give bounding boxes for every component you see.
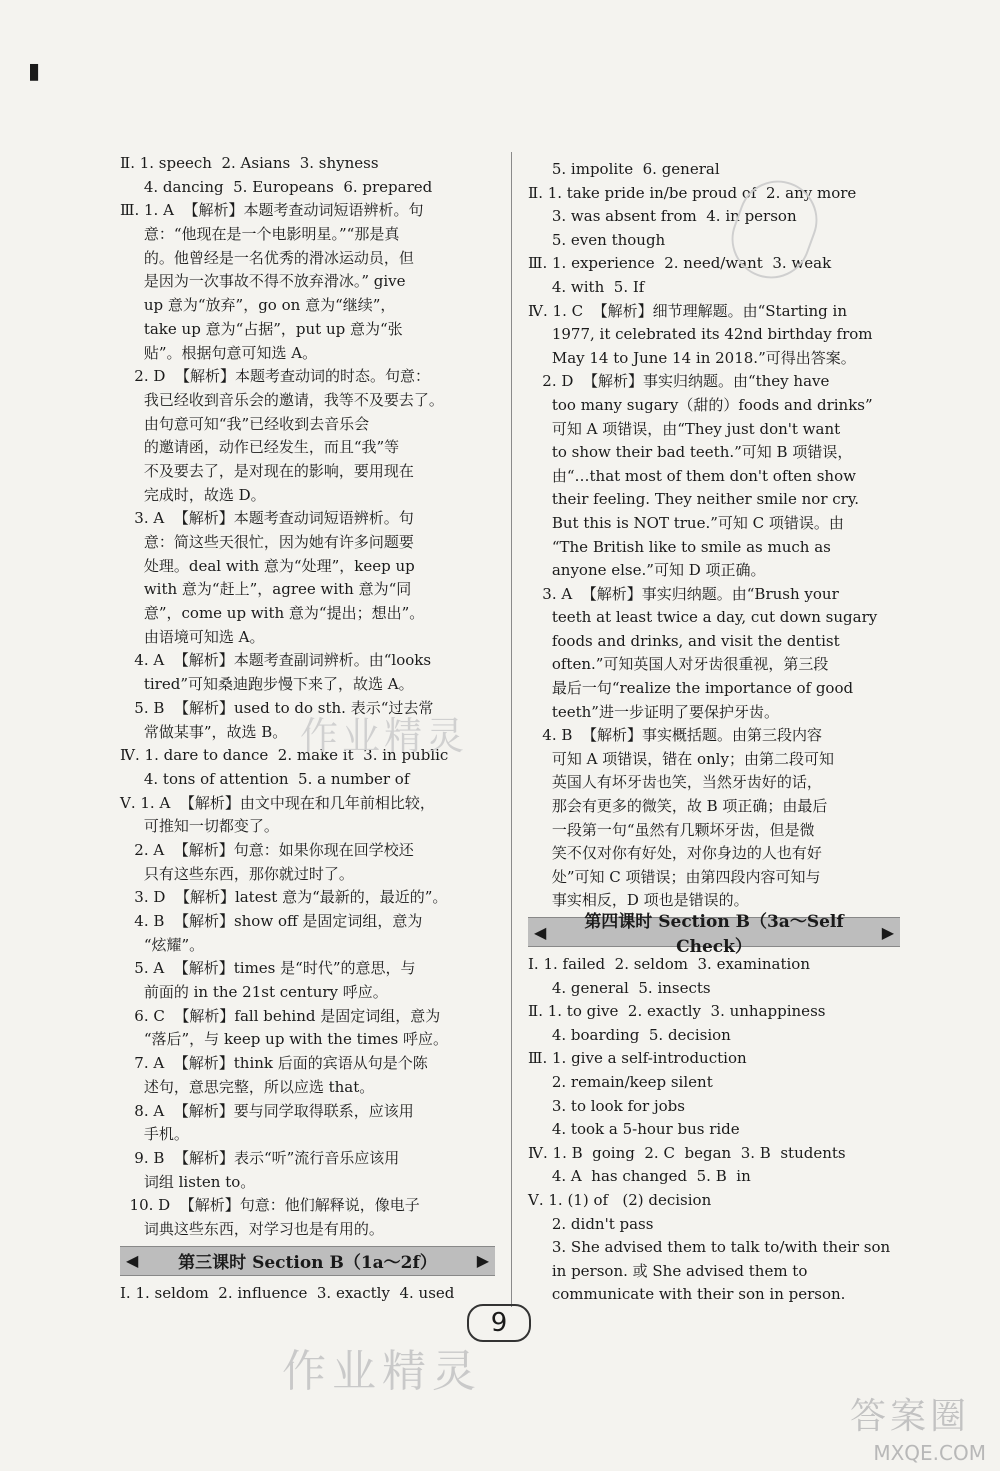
answer-line: Ⅳ. 1. B going 2. C began 3. B students [528, 1143, 846, 1162]
answer-line: Ⅴ. 1. (1) of (2) decision [528, 1190, 712, 1209]
answer-line: 4. B 【解析】show off 是固定词组，意为 [120, 912, 423, 930]
answer-line: 4. general 5. insects [528, 978, 711, 997]
answer-line: Ⅱ. 1. speech 2. Asians 3. shyness [120, 154, 379, 172]
right-answers-part-2 [528, 953, 900, 1307]
answer-line: 4. A 【解析】本题考查副词辨析。由“looks [120, 651, 432, 670]
answer-line: teeth at least twice a day, cut down sugary [528, 608, 878, 627]
answer-line: “炫耀”。 [120, 935, 205, 954]
answer-line: 述句，意思完整，所以应选 that。 [120, 1077, 375, 1096]
answer-line: too many sugary（甜的）foods and drinks” [528, 395, 873, 414]
answer-line: 一段第一句“虽然有几颗坏牙齿，但是微 [528, 820, 815, 839]
answer-line: 不及要去了，是对现在的影响，要用现在 [120, 461, 414, 480]
answer-line: 意：简这些天很忙，因为她有许多问题要 [120, 533, 414, 551]
answer-line: 4. tons of attention 5. a number of [120, 769, 410, 788]
answer-line: 3. A 【解析】事实归纳题。由“Brush your [528, 584, 839, 603]
answer-line: 是因为一次事故不得不放弃滑冰。” give [120, 272, 406, 291]
answer-line: anyone else.”可知 D 项正确。 [528, 561, 766, 580]
answer-line: take up 意为“占据”，put up 意为“张 [120, 319, 403, 338]
answer-line: 2. didn't pass [528, 1214, 654, 1233]
answer-line: 2. D 【解析】本题考查动词的时态。句意： [120, 367, 430, 386]
answer-line: But this is NOT true.”可知 C 项错误。由 [528, 513, 844, 532]
bottom-watermark: 作业精灵 [282, 1346, 482, 1397]
answer-line: 由句意可知“我”已经收到去音乐会 [120, 414, 370, 433]
answer-line: 3. to look for jobs [528, 1096, 685, 1115]
answer-line: “The British like to smile as much as [528, 537, 831, 556]
answer-line: 常做某事”，故选 B。 [120, 722, 288, 741]
answer-line: Ⅴ. 1. A 【解析】由文中现在和几年前相比较， [120, 793, 435, 812]
lesson-3-title: 第三课时 Section B（1a～2f） [178, 1253, 437, 1274]
answer-line: 2. A 【解析】句意：如果你现在回学校还 [120, 840, 414, 859]
answer-line: 5. impolite 6. general [528, 160, 720, 178]
left-answers-part-2 [120, 1282, 495, 1306]
answer-line: 贴”。根据句意可知选 A。 [120, 343, 318, 362]
answer-line: communicate with their son in person. [528, 1285, 846, 1304]
answer-line: 5. A 【解析】times 是“时代”的意思，与 [120, 959, 416, 978]
answer-line: 2. D 【解析】事实归纳题。由“they have [528, 372, 830, 391]
answer-line: often.”可知英国人对牙齿很重视，第三段 [528, 655, 829, 674]
column-divider [511, 152, 512, 1307]
answer-line: 可推知一切都变了。 [120, 817, 279, 836]
answer-line: Ⅲ. 1. experience 2. need/want 3. weak [528, 254, 832, 273]
answer-line: Ⅱ. 1. take pride in/be proud of 2. any more [528, 183, 857, 202]
answer-line: 意”，come up with 意为“提出；想出”。 [120, 604, 425, 623]
answer-line: 处理。deal with 意为“处理”，keep up [120, 556, 415, 575]
answer-line: 由“…that most of them don't often show [528, 466, 856, 485]
answer-line: 由语境可知选 A。 [120, 627, 265, 646]
answer-line: Ⅲ. 1. give a self-introduction [528, 1049, 747, 1068]
answer-line: 5. even though [528, 230, 666, 249]
answer-line: 4. dancing 5. Europeans 6. prepared [120, 177, 433, 196]
answer-line: Ⅳ. 1. dare to dance 2. make it 3. in public [120, 746, 449, 765]
corner-mark: ▮ [28, 58, 41, 84]
answer-line: 可知 A 项错误，由“They just don't want [528, 419, 841, 438]
answer-line: 英国人有坏牙齿也笑，当然牙齿好的话， [528, 773, 822, 792]
lesson-4-banner [528, 912, 900, 957]
left-answers-part-1 [120, 152, 495, 1242]
answer-line: 3. A 【解析】本题考查动词短语辨析。句 [120, 509, 414, 528]
answer-line: 3. She advised them to talk to/with their son [528, 1238, 891, 1257]
answer-line: 5. B 【解析】used to do sth. 表示“过去常 [120, 698, 434, 717]
answer-line: teeth”进一步证明了要保护牙齿。 [528, 702, 779, 721]
answer-line: Ⅰ. 1. seldom 2. influence 3. exactly 4. used [120, 1283, 455, 1302]
answer-line: 10. D 【解析】句意：他们解释说，像电子 [120, 1196, 420, 1215]
answer-line: 4. with 5. If [528, 277, 645, 296]
answer-line: 前面的 in the 21st century 呼应。 [120, 983, 388, 1002]
answer-line: 最后一句“realize the importance of good [528, 679, 854, 698]
answer-line: 完成时，故选 D。 [120, 485, 266, 504]
answer-line: Ⅰ. 1. failed 2. seldom 3. examination [528, 955, 810, 973]
answer-line: 的邀请函，动作已经发生，而且“我”等 [120, 438, 400, 457]
answer-line: 笑不仅对你有好处，对你身边的人也有好 [528, 844, 822, 863]
answer-line: 3. was absent from 4. in person [528, 207, 797, 226]
answer-line: 那会有更多的微笑，故 B 项正确；由最后 [528, 797, 828, 816]
answer-line: up 意为“放弃”，go on 意为“继续”， [120, 296, 396, 315]
right-arrow-icon: ▶ [881, 922, 894, 942]
right-arrow-icon: ▶ [476, 1251, 489, 1271]
answer-line: 可知 A 项错误，错在 only；由第二段可知 [528, 749, 834, 768]
answer-line: 1977, it celebrated its 42nd birthday from [528, 325, 873, 344]
answer-line: 词典这些东西，对学习也是有用的。 [120, 1219, 384, 1238]
answer-line: 处”可知 C 项错误；由第四段内容可知与 [528, 867, 821, 886]
answer-line: May 14 to June 14 in 2018.”可得出答案。 [528, 348, 856, 367]
left-arrow-icon: ◀ [126, 1251, 139, 1271]
answer-line: 手机。 [120, 1125, 189, 1144]
answer-line: “落后”，与 keep up with the times 呼应。 [120, 1030, 449, 1049]
right-column [528, 158, 900, 1307]
answer-line: 4. B 【解析】事实概括题。由第三段内容 [528, 726, 822, 745]
answer-line: 7. A 【解析】think 后面的宾语从句是个陈 [120, 1054, 428, 1073]
answer-line: 4. A has changed 5. B in [528, 1167, 751, 1186]
answer-line: Ⅳ. 1. C 【解析】细节理解题。由“Starting in [528, 301, 848, 320]
corner-url-watermark: MXQE.COM [873, 1441, 986, 1465]
lesson-4-title: 第四课时 Section B（3a～Self Check） [584, 912, 844, 957]
answer-line: tired”可知桑迪跑步慢下来了，故选 A。 [120, 675, 414, 694]
left-arrow-icon: ◀ [534, 922, 547, 942]
answer-line: 9. B 【解析】表示“听”流行音乐应该用 [120, 1148, 400, 1167]
answer-line: 6. C 【解析】fall behind 是固定词组，意为 [120, 1006, 441, 1025]
answer-line: in person. 或 She advised them to [528, 1261, 808, 1280]
answer-line: 词组 listen to。 [120, 1172, 256, 1191]
lesson-3-banner [120, 1246, 495, 1276]
answer-line: Ⅱ. 1. to give 2. exactly 3. unhappiness [528, 1002, 826, 1021]
page-number: 9 [467, 1304, 531, 1342]
answer-line: 事实相反，D 项也是错误的。 [528, 891, 749, 910]
answer-line: 8. A 【解析】要与同学取得联系，应该用 [120, 1101, 414, 1120]
answer-line: 2. remain/keep silent [528, 1072, 713, 1091]
right-answers-part-1 [528, 158, 900, 913]
answer-line: 意：“他现在是一个电影明星。”“那是真 [120, 225, 400, 244]
inline-watermark: 作业精灵 [300, 714, 469, 758]
answer-line: Ⅲ. 1. A 【解析】本题考查动词短语辨析。句 [120, 201, 424, 220]
answer-line: 4. boarding 5. decision [528, 1025, 731, 1044]
answer-line: 我已经收到音乐会的邀请，我等不及要去了。 [120, 390, 444, 409]
answer-line: 只有这些东西，那你就过时了。 [120, 864, 354, 883]
answer-line: 3. D 【解析】latest 意为“最新的，最近的”。 [120, 888, 448, 907]
answer-line: with 意为“赶上”，agree with 意为“同 [120, 580, 412, 599]
answer-line: 的。他曾经是一名优秀的滑冰运动员，但 [120, 248, 414, 267]
answer-line: 4. took a 5-hour bus ride [528, 1120, 740, 1139]
answer-line: foods and drinks, and visit the dentist [528, 631, 840, 650]
corner-logo-watermark: 答案圈 [849, 1396, 970, 1437]
answer-line: their feeling. They neither smile nor cry. [528, 490, 860, 509]
answer-line: to show their bad teeth.”可知 B 项错误， [528, 443, 853, 462]
